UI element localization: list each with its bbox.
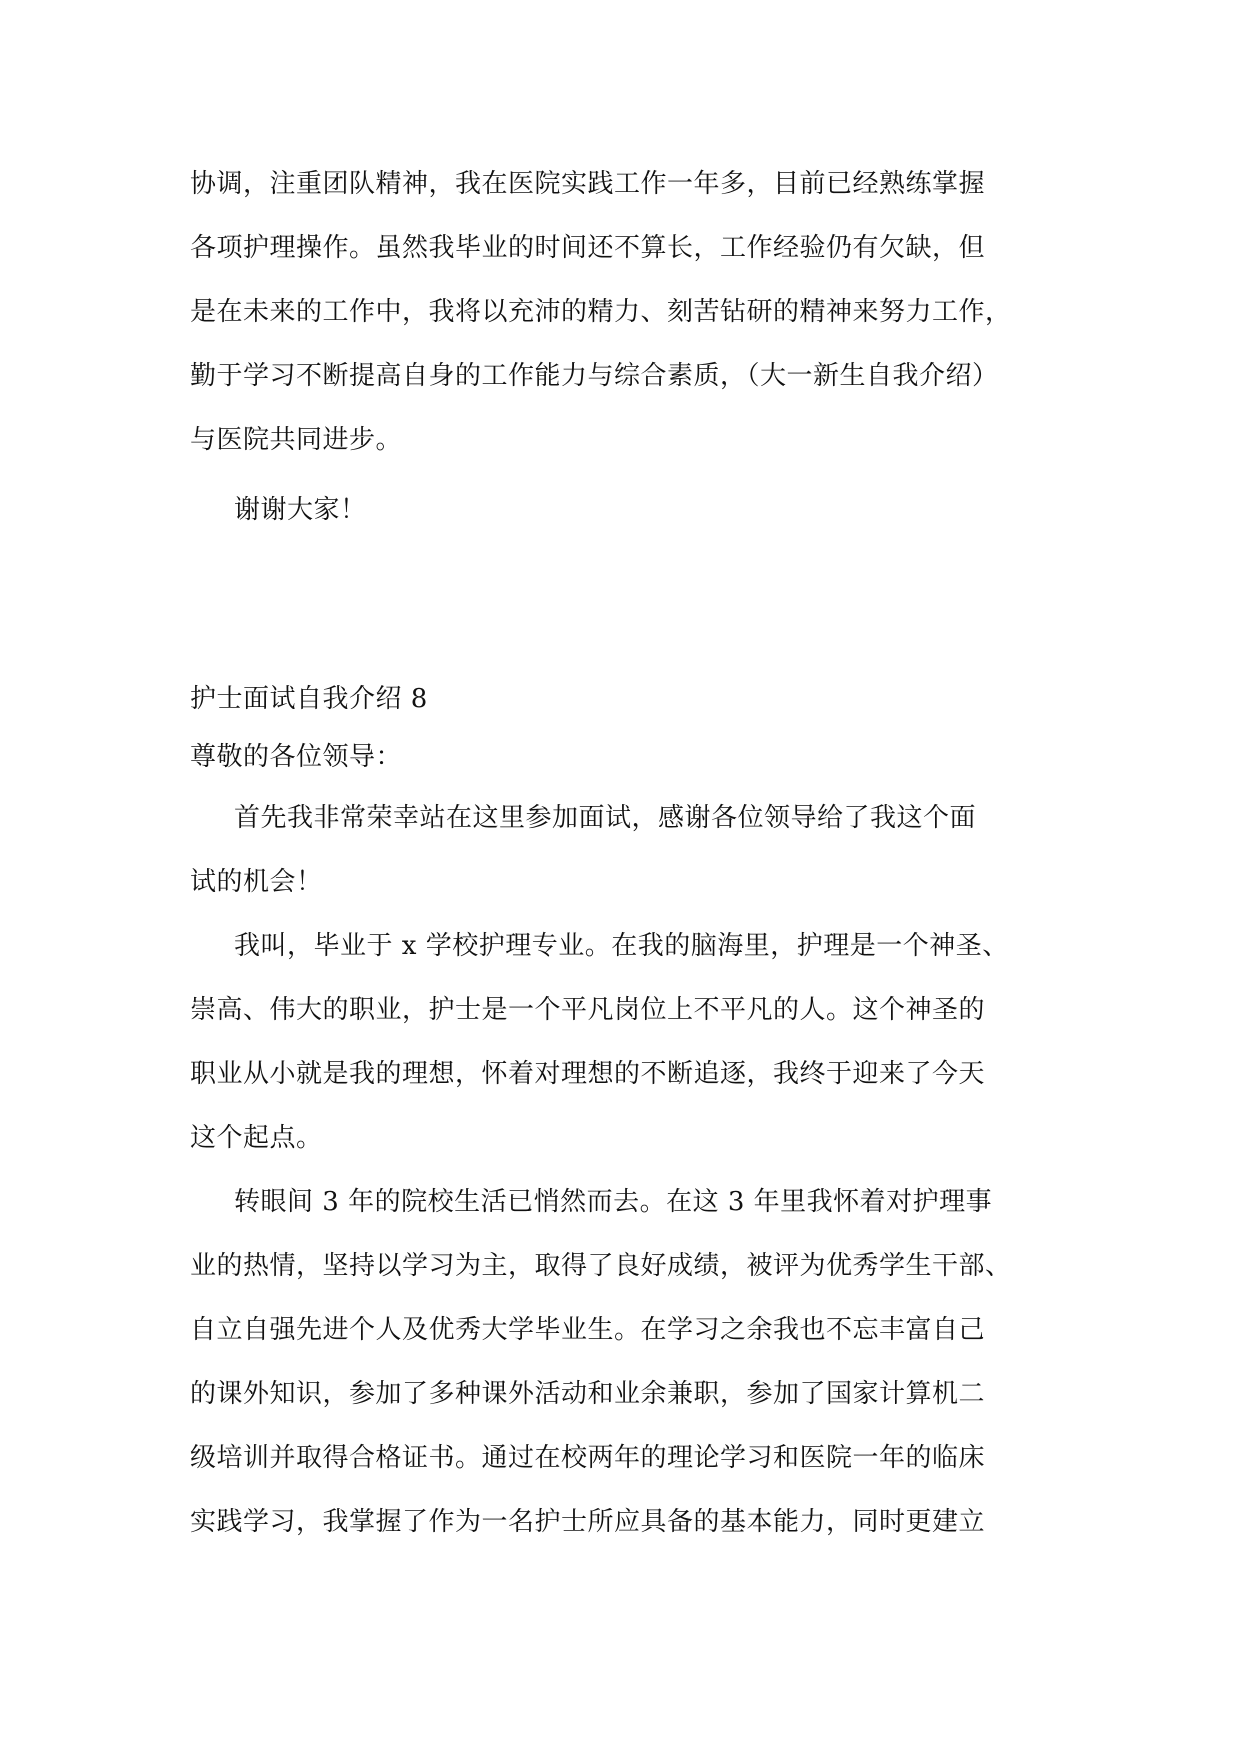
text-line: 勤于学习不断提高自身的工作能力与综合素质，（大一新生自我介绍）: [190, 361, 999, 391]
text-line: 级培训并取得合格证书。通过在校两年的理论学习和医院一年的临床: [190, 1443, 986, 1473]
text-line: 的课外知识，参加了多种课外活动和业余兼职，参加了国家计算机二: [190, 1379, 986, 1409]
paragraph-3: [190, 1170, 1060, 1554]
text-line: 试的机会！: [190, 867, 323, 897]
section-8: [190, 670, 1060, 1554]
text-line: 协调，注重团队精神，我在医院实践工作一年多，目前已经熟练掌握: [190, 169, 986, 199]
paragraph-1: [190, 786, 1060, 914]
continuation-paragraph: [190, 152, 1060, 472]
text-line: 首先我非常荣幸站在这里参加面试，感谢各位领导给了我这个面: [234, 803, 977, 833]
text-line: 崇高、伟大的职业，护士是一个平凡岗位上不平凡的人。这个神圣的: [190, 995, 986, 1025]
text-line: 自立自强先进个人及优秀大学毕业生。在学习之余我也不忘丰富自己: [190, 1315, 986, 1345]
section-title: 护士面试自我介绍 8: [190, 684, 428, 714]
text-line: 这个起点。: [190, 1123, 323, 1153]
text-line: 实践学习，我掌握了作为一名护士所应具备的基本能力，同时更建立: [190, 1507, 986, 1537]
text-line: 是在未来的工作中，我将以充沛的精力、刻苦钻研的精神来努力工作，: [190, 297, 1012, 327]
text-line: 职业从小就是我的理想，怀着对理想的不断追逐，我终于迎来了今天: [190, 1059, 986, 1089]
text-line: 各项护理操作。虽然我毕业的时间还不算长，工作经验仍有欠缺，但: [190, 233, 986, 263]
salutation: 尊敬的各位领导：: [190, 742, 403, 772]
text-line: 业的热情，坚持以学习为主，取得了良好成绩，被评为优秀学生干部、: [190, 1251, 1012, 1281]
thanks-paragraph: [190, 478, 1060, 542]
text-line: 转眼间 3 年的院校生活已悄然而去。在这 3 年里我怀着对护理事: [234, 1187, 993, 1217]
text-line: 与医院共同进步。: [190, 425, 403, 455]
paragraph-2: [190, 914, 1060, 1170]
text-line: 我叫，毕业于 x 学校护理专业。在我的脑海里，护理是一个神圣、: [234, 931, 1009, 961]
thanks-text: 谢谢大家！: [234, 495, 367, 525]
